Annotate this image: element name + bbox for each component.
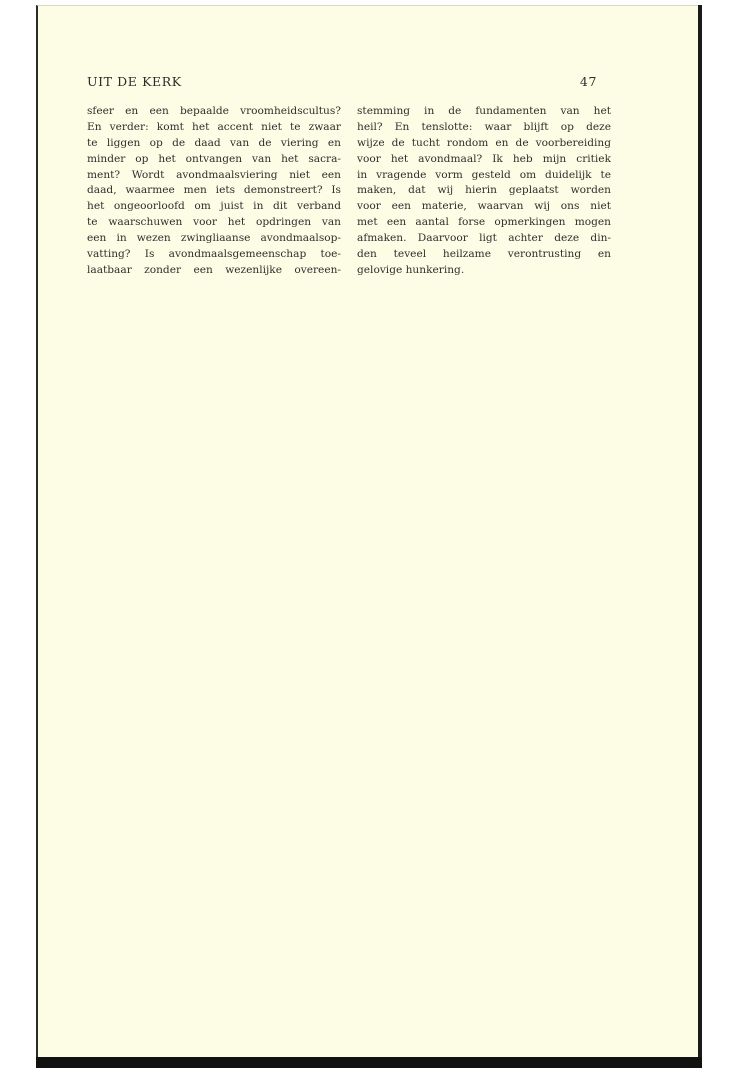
text-line: stemming in de fundamenten van het xyxy=(357,105,611,117)
scan-edge-right xyxy=(698,5,702,1068)
text-line: afmaken. Daarvoor ligt achter deze din- xyxy=(357,232,611,245)
text-line: En verder: komt het accent niet te zwaar xyxy=(87,120,341,133)
text-line: heil? En tenslotte: waar blijft op deze xyxy=(357,120,611,133)
text-line: minder op het ontvangen van het sacra- xyxy=(87,152,341,165)
text-line: sfeer en een bepaalde vroomheidscultus? xyxy=(87,105,341,117)
running-head xyxy=(87,74,597,94)
right-column xyxy=(357,104,611,279)
text-line: wijze de tucht rondom en de voorbereiding xyxy=(357,136,611,149)
text-line: een in wezen zwingliaanse avondmaalsop- xyxy=(87,232,341,245)
text-line: maken, dat wij hierin geplaatst worden xyxy=(357,184,611,197)
text-line: gelovige hunkering. xyxy=(357,263,465,276)
text-line: voor het avondmaal? Ik heb mijn critiek xyxy=(357,152,611,165)
text-line: daad, waarmee men iets demonstreert? Is xyxy=(87,184,341,197)
text-line: in vragende vorm gesteld om duidelijk te xyxy=(357,168,611,181)
page-number: 47 xyxy=(579,74,597,89)
running-head-title: UIT DE KERK xyxy=(87,74,182,89)
text-line: den teveel heilzame verontrusting en xyxy=(357,248,611,261)
text-line: te waarschuwen voor het opdringen van xyxy=(87,216,341,229)
text-line: vatting? Is avondmaalsgemeenschap toe- xyxy=(87,248,341,261)
text-line: ment? Wordt avondmaalsviering niet een xyxy=(87,168,341,181)
left-column xyxy=(87,104,341,279)
text-line: het ongeoorloofd om juist in dit verband xyxy=(87,200,341,213)
text-line: met een aantal forse opmerkingen mogen xyxy=(357,216,611,229)
scan-edge-bottom xyxy=(36,1057,702,1068)
text-line: laatbaar zonder een wezenlijke overeen- xyxy=(87,263,341,276)
text-line: voor een materie, waarvan wij ons niet xyxy=(357,200,611,213)
text-line: te liggen op de daad van de viering en xyxy=(87,136,341,149)
